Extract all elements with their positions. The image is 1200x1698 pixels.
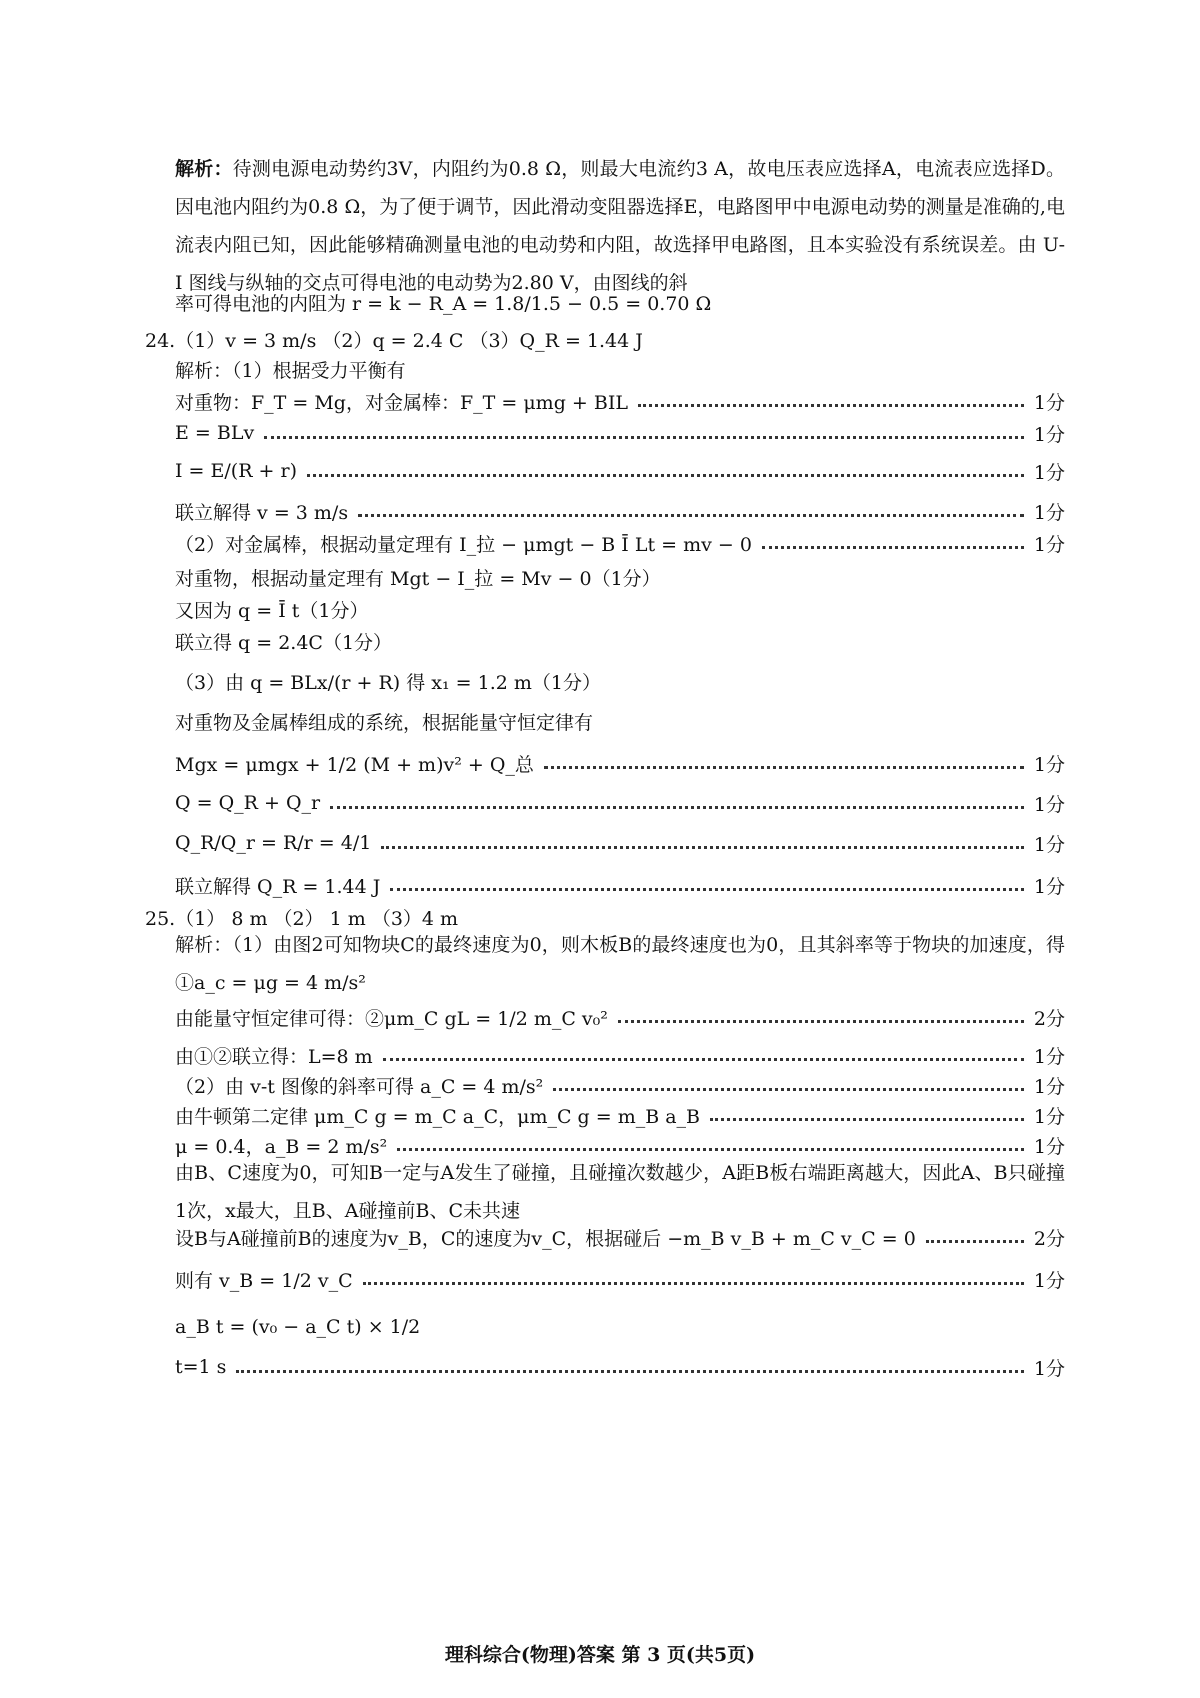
q25-line: a_B t = (v₀ − a_C t) × 1/2 [175,1316,421,1338]
q24-line: 对重物，根据动量定理有 Mgt − I_拉 = Mv − 0（1分） [175,567,661,590]
score: 1分 [1033,793,1065,816]
q24-line: （2）对金属棒，根据动量定理有 I_拉 − μmgt − B Ī Lt = mv − 0 1分 [175,526,1065,560]
q24-line: 联立得 q = 2.4C（1分） [175,631,393,654]
q25-line: 则有 v_B = 1/2 v_C 1分 [175,1258,1065,1300]
leader-dots [363,1281,1024,1285]
leader-dots [236,1369,1023,1373]
leader-dots [264,435,1024,439]
leader-dots [383,1057,1024,1061]
q24-line: 联立解得 Q_R = 1.44 J 1分 [175,868,1065,902]
leader-dots [390,887,1024,891]
q25-paragraph: 解析：（1）由图2可知物块C的最终速度为0，则木板B的最终速度也为0，且其斜率等于物块的加速度，得①a_c = μg = 4 m/s² [175,934,1065,994]
leader-dots [330,805,1024,809]
score: 2分 [1033,1007,1065,1030]
explanation-23 [175,150,1065,302]
score: 1分 [1033,753,1065,776]
score: 1分 [1033,875,1065,898]
score: 1分 [1033,1357,1065,1380]
score: 1分 [1033,1135,1065,1158]
leader-dots [762,545,1024,549]
q25-paragraph: 由B、C速度为0，可知B一定与A发生了碰撞，且碰撞次数越少，A距B板右端距离越大，因此A、B只碰撞1次，x最大，且B、A碰撞前B、C未共速 [175,1162,1065,1222]
page-footer: 理科综合(物理)答案 第 3 页(共5页) [444,1644,756,1666]
explanation-23-last: 率可得电池的内阻为 r = k − R_A = 1.8/1.5 − 0.5 = 0.70 Ω [175,292,712,315]
leader-dots [553,1087,1024,1091]
q25-line: 由能量守恒定律可得：②μm_C gL = 1/2 m_C v₀² 2分 [175,996,1065,1038]
leader-dots [397,1147,1024,1151]
leader-dots [307,473,1024,477]
q25-header: 25.（1） 8 m （2） 1 m （3）4 m [145,907,459,930]
q25-line: μ = 0.4，a_B = 2 m/s² 1分 [175,1128,1065,1162]
score: 1分 [1033,501,1065,524]
q24-line: （3）由 q = BLx/(r + R) 得 x₁ = 1.2 m（1分） [175,671,601,694]
explanation-label: 解析： [175,158,233,180]
q24-line: 对重物：F_T = Mg，对金属棒：F_T = μmg + BIL 1分 [175,384,1065,418]
q24-line: E = BLv 1分 [175,416,1065,450]
score: 1分 [1033,423,1065,446]
q24-line: I = E/(R + r) 1分 [175,450,1065,492]
score: 1分 [1033,1045,1065,1068]
score: 2分 [1033,1227,1065,1250]
score: 1分 [1033,1269,1065,1292]
q24-line: 联立解得 v = 3 m/s 1分 [175,494,1065,528]
leader-dots [618,1019,1024,1023]
q24-header: 24.（1）v = 3 m/s （2）q = 2.4 C （3）Q_R = 1.44 J [145,329,643,352]
score: 1分 [1033,391,1065,414]
leader-dots [381,845,1024,849]
q25-line: 由①②联立得：L=8 m 1分 [175,1038,1065,1072]
q25-line: 设B与A碰撞前B的速度为v_B，C的速度为v_C，根据碰后 −m_B v_B + m_C v_C = 0 2分 [175,1220,1065,1254]
leader-dots [638,403,1024,407]
q25-line: 由牛顿第二定律 μm_C g = m_C a_C，μm_C g = m_B a_B 1分 [175,1098,1065,1132]
explanation-text: 待测电源电动势约3V，内阻约为0.8 Ω，则最大电流约3 A，故电压表应选择A，电流表应选择D。因电池内阻约为0.8 Ω，为了便于调节，因此滑动变阻器选择E，电路图甲中电源电动势的测量是准确的,电流表内阻已知，因此能够精确测量电池的电动势和内阻，故选择甲电路图，且本实验没有系统误差。由 U-I 图线与纵轴的交点可得电池的电动势为2.80 V，由图线的斜 [175,158,1065,294]
score: 1分 [1033,533,1065,556]
leader-dots [358,513,1024,517]
score: 1分 [1033,833,1065,856]
q24-line: Q_R/Q_r = R/r = 4/1 1分 [175,822,1065,864]
q25-line: t=1 s 1分 [175,1350,1065,1384]
q25-line: （2）由 v-t 图像的斜率可得 a_C = 4 m/s² 1分 [175,1068,1065,1102]
q24-line: Q = Q_R + Q_r 1分 [175,786,1065,820]
score: 1分 [1033,1105,1065,1128]
score: 1分 [1033,461,1065,484]
leader-dots [926,1239,1024,1243]
q24-line: 解析：（1）根据受力平衡有 [175,359,406,382]
q24-line: 又因为 q = Ī t（1分） [175,599,369,622]
leader-dots [710,1117,1024,1121]
leader-dots [544,765,1024,769]
score: 1分 [1033,1075,1065,1098]
q24-line: Mgx = μmgx + 1/2 (M + m)v² + Q_总 1分 [175,742,1065,784]
q24-line: 对重物及金属棒组成的系统，根据能量守恒定律有 [175,711,594,734]
